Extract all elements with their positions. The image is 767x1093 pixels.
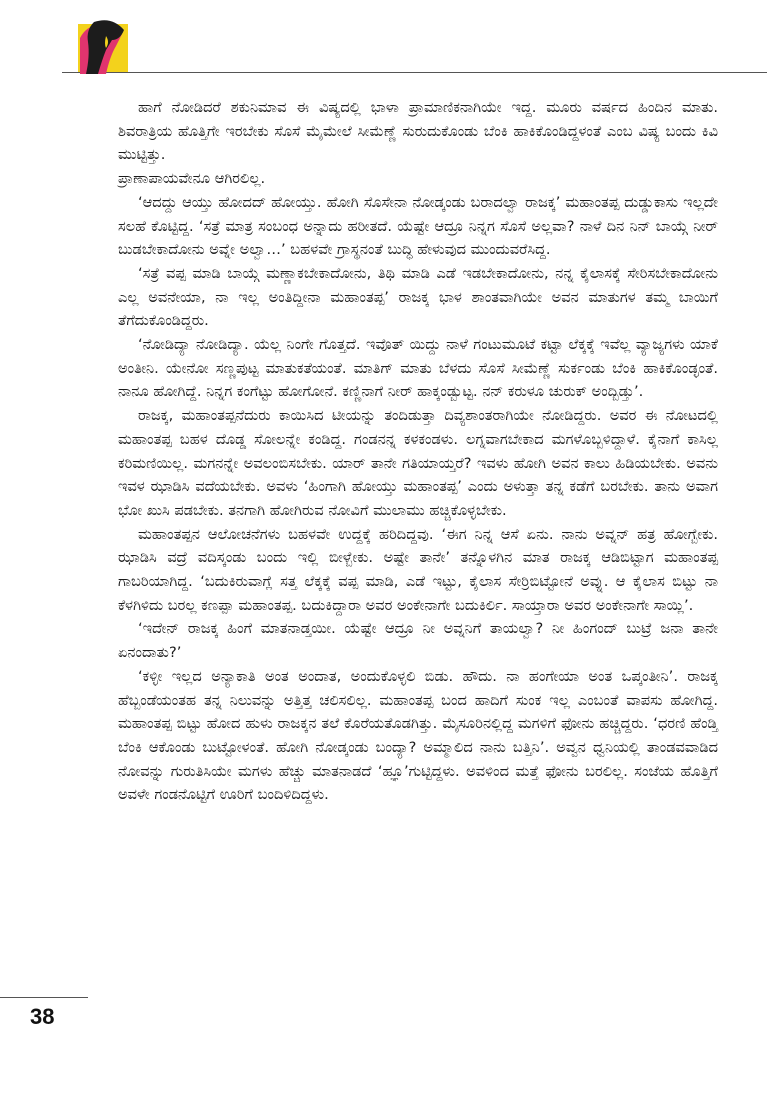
- magazine-logo: [76, 16, 132, 76]
- paragraph: ‘ಇದೇನ್ ರಾಜಕ್ಕ ಹಿಂಗೆ ಮಾತನಾಡ್ತಯೀ. ಯೆಷ್ಟೇ ಆದ್ರೂ ನೀ ಅವ್ನನಿಗೆ ತಾಯಲ್ವಾ? ನೀ ಹಿಂಗಂದ್ ಬುಟ್ರೆ ಜನಾ ತಾನೇ ಏನಂದಾತು?’: [118, 620, 718, 662]
- paragraph: ‘ನೋಡಿದ್ಯಾ ನೋಡಿದ್ಯಾ. ಯೆಲ್ಲ ನಿಂಗೇ ಗೊತ್ತದೆ. ಇವೊತ್ ಯಿದ್ದು ನಾಳೆ ಗಂಟುಮೂಟೆ ಕಟ್ಟಾ ಲೆಕ್ಕಕ್ಕೆ ಇವೆಲ್ಲ ವ್ಯಾಜ್ಯಗಳು ಯಾಕೆ ಅಂತೀನಿ. ಯೇನೋ ಸಣ್ಣಪುಟ್ಟ ಮಾತುಕತೆಯಂತೆ. ಮಾತಿಗ್ ಮಾತು ಬೆಳದು ಸೊಸೆ ಸೀಮೆಣ್ಣೆ ಸುರ್ಕಂಡು ಬೆಂಕಿ ಹಾಕಿಕೊಂಡ್ಳಂತೆ. ನಾನೂ ಹೋಗಿದ್ದೆ. ನಿನ್ನಗ ಕಂಗೆಟ್ಟು ಹೋಗೋನೆ. ಕಣ್ಣಿನಾಗೆ ನೀರ್ ಹಾಕ್ಕಂಡ್ಬುಟ್ಟ. ನನ್ ಕರುಳೂ ಚುರುಕ್ ಅಂದ್ಬಿಡ್ತು’.: [118, 336, 718, 401]
- paragraph: ‘ಸತ್ರೆ ವಪ್ಪ ಮಾಡಿ ಬಾಯ್ಗೆ ಮಣ್ಣಾಕಬೇಕಾದೋನು, ತಿಥಿ ಮಾಡಿ ಎಡೆ ಇಡಬೇಕಾದೋನು, ನನ್ನ ಕೈಲಾಸಕ್ಕೆ ಸೇರಿಸಬೇಕಾದೋನು ಎಲ್ಲ ಅವನೇಯಾ, ನಾ ಇಲ್ಲ ಅಂತಿದ್ದೀನಾ ಮಹಾಂತಪ್ಪ’ ರಾಜಕ್ಕ ಭಾಳ ಶಾಂತವಾಗಿಯೇ ಅವನ ಮಾತುಗಳ ತಮ್ಮ ಬಾಯಿಗೆ ತೆಗೆದುಕೊಂಡಿದ್ದರು.: [118, 264, 718, 330]
- article-body: [118, 96, 718, 807]
- paragraph: ‘ಕಳ್ಳೀ ಇಲ್ಲದ ಅನ್ಯಾಕಾತಿ ಅಂತ ಅಂದಾತ, ಅಂದುಕೊಳ್ಳಲಿ ಬಿಡು. ಹೌದು. ನಾ ಹಂಗೇಯಾ ಅಂತ ಒಪ್ಕಂತೀನಿ’. ರಾಜಕ್ಕ ಹೆಬ್ಬಂಡೆಯಂತಹ ತನ್ನ ನಿಲುವನ್ನು ಅತ್ತಿತ್ತ ಚಲಿಸಲಿಲ್ಲ. ಮಹಾಂತಪ್ಪ ಬಂದ ಹಾದಿಗೆ ಸುಂಕ ಇಲ್ಲ ಎಂಬಂತೆ ವಾಪಸು ಹೋಗಿದ್ದ. ಮಹಾಂತಪ್ಪ ಬಿಟ್ಟು ಹೋದ ಹುಳು ರಾಜಕ್ಕನ ತಲೆ ಕೊರೆಯತೊಡಗಿತ್ತು. ಮೈಸೂರಿನಲ್ಲಿದ್ದ ಮಗಳಿಗೆ ಫೋನು ಹಚ್ಚಿದ್ದರು. ‘ಧರಣಿ ಹೆಂಡ್ತಿ ಬೆಂಕಿ ಆಕೊಂಡು ಬುಟ್ಟೋಳಂತೆ. ಹೋಗಿ ನೋಡ್ಕಂಡು ಬಂದ್ಯಾ? ಅಮ್ಮಾಲಿದ ನಾನು ಬತ್ತಿನಿ’. ಅವ್ವನ ಧ್ವನಿಯಲ್ಲಿ ತಾಂಡವವಾಡಿದ ನೋವನ್ನು ಗುರುತಿಸಿಯೇ ಮಗಳು ಹೆಚ್ಚು ಮಾತನಾಡದೆ ‘ಹ್ಞೂ’ಗುಟ್ಟಿದ್ದಳು. ಅವಳಿಂದ ಮತ್ತೆ ಫೋನು ಬರಲಿಲ್ಲ. ಸಂಜೆಯ ಹೊತ್ತಿಗೆ ಅವಳೇ ಗಂಡನೊಟ್ಟಿಗೆ ಊರಿಗೆ ಬಂದಿಳಿದಿದ್ದಳು.: [118, 667, 718, 804]
- footer-rule: [0, 997, 88, 998]
- paragraph: ‘ಆದದ್ದು ಆಯ್ತು ಹೋದದ್ ಹೋಯ್ತು. ಹೋಗಿ ಸೊಸೇನಾ ನೋಡ್ಕಂಡು ಬರಾದಲ್ವಾ ರಾಜಕ್ಕ’ ಮಹಾಂತಪ್ಪ ದುಡ್ಡುಕಾಸು ಇಲ್ಲದೇ ಸಲಹೆ ಕೊಟ್ಟಿದ್ದ. ‘ಸತ್ರೆ ಮಾತ್ರ ಸಂಬಂಧ ಅನ್ನಾದು ಹರೀತದೆ. ಯೆಷ್ಟೇ ಆದ್ರೂ ನಿನ್ನಗ ಸೊಸೆ ಅಲ್ಲವಾ? ನಾಳೆ ದಿನ ನಿನ್ ಬಾಯ್ಗೆ ನೀರ್ ಬುಡಬೇಕಾದೋನು ಅವ್ನೇ ಅಲ್ವಾ…’ ಬಹಳವೇ ಗ್ರಾಸ್ಥನಂತೆ ಬುದ್ಧಿ ಹೇಳುವುದ ಮುಂದುವರೆಸಿದ್ದ.: [118, 193, 718, 259]
- header-rule: [62, 72, 767, 73]
- paragraph: ಹಾಗೆ ನೋಡಿದರೆ ಶಕುನಿಮಾವ ಈ ವಿಷ್ಯದಲ್ಲಿ ಭಾಳಾ ಪ್ರಾಮಾಣಿಕನಾಗಿಯೇ ಇದ್ದ. ಮೂರು ವರ್ಷದ ಹಿಂದಿನ ಮಾತು. ಶಿವರಾತ್ರಿಯ ಹೊತ್ತಿಗೇ ಇರಬೇಕು ಸೊಸೆ ಮೈಮೇಲೆ ಸೀಮೆಣ್ಣೆ ಸುರುದುಕೊಂಡು ಬೆಂಕಿ ಹಾಕಿಕೊಂಡಿದ್ದಳಂತೆ ಎಂಬ ವಿಷ್ಯ ಬಂದು ಕಿವಿ ಮುಟ್ಟಿತ್ತು.: [118, 99, 718, 164]
- paragraph: ರಾಜಕ್ಕ, ಮಹಾಂತಪ್ಪನೆದುರು ಕಾಯಿಸಿದ ಟೀಯನ್ನು ತಂದಿಡುತ್ತಾ ದಿವ್ಯಶಾಂತರಾಗಿಯೇ ನೋಡಿದ್ದರು. ಅವರ ಈ ನೋಟದಲ್ಲಿ ಮಹಾಂತಪ್ಪ ಬಹಳ ದೊಡ್ಡ ಸೋಲನ್ನೇ ಕಂಡಿದ್ದ. ಗಂಡನನ್ನ ಕಳಕಂಡಳು. ಲಗ್ನವಾಗಬೇಕಾದ ಮಗಳೊಬ್ಬಳಿದ್ದಾಳೆ. ಕೈನಾಗೆ ಕಾಸಿಲ್ಲ ಕರಿಮಣಿಯಿಲ್ಲ. ಮಗನನ್ನೇ ಅವಲಂಬಿಸಬೇಕು. ಯಾರ್ ತಾನೇ ಗತಿಯಾಯ್ತರೆ? ಇವಳು ಹೋಗಿ ಅವನ ಕಾಲು ಹಿಡಿಯಬೇಕು. ಅವನು ಇವಳ ಝಾಡಿಸಿ ವದೆಯಬೇಕು. ಅವಳು ‘ಹಿಂಗಾಗಿ ಹೋಯ್ತು ಮಹಾಂತಪ್ಪ’ ಎಂದು ಅಳುತ್ತಾ ತನ್ನ ಕಡೆಗೆ ಬರಬೇಕು. ತಾನು ಅವಾಗ ಭೋ ಖುಸಿ ಪಡಬೇಕು. ತನಗಾಗಿ ಹೋಗಿರುವ ನೋವಿಗೆ ಮುಲಾಮು ಹಚ್ಚಿಕೊಳ್ಳಬೇಕು.: [118, 407, 718, 519]
- paragraph: ಮಹಾಂತಪ್ಪನ ಆಲೋಚನೆಗಳು ಬಹಳವೇ ಉದ್ದಕ್ಕೆ ಹರಿದಿದ್ದವು. ‘ಈಗ ನಿನ್ನ ಆಸೆ ಏನು. ನಾನು ಅವ್ನನ್ ಹತ್ರ ಹೋಗ್ಬೇಕು. ಝಾಡಿಸಿ ವದ್ರೆ ವದಿಸ್ಕಂಡು ಬಂದು ಇಲ್ಲಿ ಬೀಳ್ಬೇಕು. ಅಷ್ಟೇ ತಾನೇ’ ತನ್ನೊಳಗಿನ ಮಾತ ರಾಜಕ್ಕ ಆಡಿಬಿಟ್ಟಾಗ ಮಹಾಂತಪ್ಪ ಗಾಬರಿಯಾಗಿದ್ದ. ‘ಬದುಕಿರುವಾಗ್ಲೆ ಸತ್ತ ಲೆಕ್ಕಕ್ಕೆ ವಪ್ಪ ಮಾಡಿ, ಎಡೆ ಇಟ್ಟು, ಕೈಲಾಸ ಸೇರ್ರಿಬಿಟ್ಟೋನೆ ಅವ್ನು. ಆ ಕೈಲಾಸ ಬಿಟ್ಟು ನಾ ಕೆಳಗಿಳಿದು ಬರಲ್ಲ ಕಣಪ್ಪಾ ಮಹಾಂತಪ್ಪ. ಬದುಕಿದ್ದಾರಾ ಅವರ ಅಂಕೇನಾಗೇ ಬದುಕಿರ್ಲಿ. ಸಾಯ್ತಾರಾ ಅವರ ಅಂಕೇನಾಗೇ ಸಾಯ್ಲಿ’.: [118, 525, 718, 614]
- page-number: 38: [30, 1004, 55, 1029]
- paragraph: ಪ್ರಾಣಾಪಾಯವೇನೂ ಆಗಿರಲಿಲ್ಲ.: [118, 170, 266, 188]
